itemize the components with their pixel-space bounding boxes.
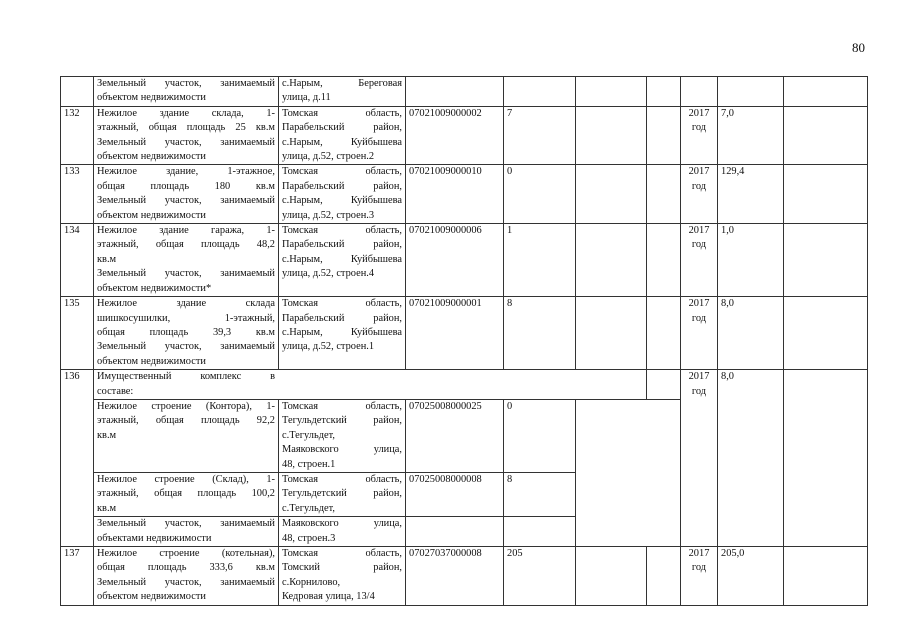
- object-address-line: Томская область,: [282, 473, 402, 485]
- row-number: 136: [61, 370, 94, 547]
- object-name: [94, 399, 279, 472]
- object-name-line: Нежилое здание склада, 1-: [97, 107, 275, 119]
- empty-cell: [784, 297, 868, 370]
- object-address: [279, 547, 406, 606]
- empty-cell: [784, 165, 868, 224]
- object-value: 8: [504, 472, 576, 516]
- empty-cell: [576, 224, 647, 297]
- object-address-line: Томский район,: [282, 562, 402, 574]
- amount-cell: 8,0: [718, 370, 784, 547]
- object-address-line: 48, строен.3: [282, 532, 336, 544]
- object-address-line: с.Нарым, Куйбышева: [282, 326, 402, 338]
- object-address-line: Тегульдетский район,: [282, 488, 402, 500]
- table-row: [61, 106, 868, 165]
- cadastral-code: 07021009000001: [406, 297, 504, 370]
- cadastral-code: 07027037000008: [406, 547, 504, 606]
- empty-cell: [576, 77, 647, 107]
- object-name-line: объектом недвижимости: [97, 209, 206, 221]
- object-value: 0: [504, 165, 576, 224]
- object-name-line: Земельный участок, занимаемый: [97, 195, 275, 207]
- year-cell: 2017 год: [681, 106, 718, 165]
- object-address-line: улица, д.11: [282, 92, 331, 104]
- year-cell: 2017 год: [681, 224, 718, 297]
- object-address-line: Томская область,: [282, 298, 402, 310]
- object-address-line: улица, д.52, строен.2: [282, 151, 375, 163]
- object-address-line: Маяковского улица,: [282, 444, 402, 456]
- object-name-line: Земельный участок, занимаемый: [97, 518, 275, 530]
- object-name: [94, 297, 279, 370]
- object-address-line: 48, строен.1: [282, 458, 336, 470]
- object-address: [279, 224, 406, 297]
- object-name-line: этажный, общая площадь 48,2: [97, 239, 275, 251]
- empty-cell: [647, 547, 681, 606]
- object-address-line: улица, д.52, строен.3: [282, 209, 375, 221]
- empty-cell: [784, 77, 868, 107]
- object-address-line: Маяковского улица,: [282, 518, 402, 530]
- object-address-line: Томская область,: [282, 400, 402, 412]
- year-cell: 2017 год: [681, 547, 718, 606]
- complex-title: [94, 370, 647, 400]
- amount-cell: 129,4: [718, 165, 784, 224]
- object-name-line: этажный, общая площадь 92,2: [97, 415, 275, 427]
- row-number: 135: [61, 297, 94, 370]
- amount-cell: [718, 77, 784, 107]
- object-address-line: улица, д.52, строен.4: [282, 268, 375, 280]
- object-name-line: объектами недвижимости: [97, 532, 212, 544]
- object-name-line: Нежилое строение (котельная),: [97, 548, 275, 559]
- object-name-line: Нежилое здание гаража, 1-: [97, 225, 275, 237]
- row-number: 134: [61, 224, 94, 297]
- object-name: [94, 165, 279, 224]
- object-value: 205: [504, 547, 576, 606]
- object-name-line: Нежилое здание склада: [97, 298, 275, 310]
- object-name-line: объектом недвижимости: [97, 591, 206, 603]
- row-number: 137: [61, 547, 94, 606]
- object-address-line: улица, д.52, строен.1: [282, 341, 375, 353]
- object-name-line: Земельный участок, занимаемый: [97, 78, 275, 89]
- object-address: [279, 165, 406, 224]
- object-name-line: общая площадь 39,3 кв.м: [97, 326, 275, 338]
- table-row: [61, 224, 868, 297]
- amount-cell: 1,0: [718, 224, 784, 297]
- empty-cell: [647, 297, 681, 370]
- amount-cell: 7,0: [718, 106, 784, 165]
- property-registry-table: [60, 76, 868, 606]
- object-address-line: Тегульдетский район,: [282, 415, 402, 427]
- object-value: [504, 517, 576, 547]
- row-number: 132: [61, 106, 94, 165]
- empty-cell: [576, 547, 647, 606]
- object-address: [279, 297, 406, 370]
- empty-cell: [784, 224, 868, 297]
- table-row: [61, 547, 868, 606]
- year-cell: 2017 год: [681, 297, 718, 370]
- empty-cell: [647, 370, 681, 400]
- object-address-line: с.Нарым, Куйбышева: [282, 195, 402, 207]
- page-number: 80: [852, 40, 865, 55]
- cadastral-code: 07025008000025: [406, 399, 504, 472]
- complex-title-line: составе:: [97, 385, 134, 397]
- object-address: [279, 472, 406, 516]
- object-name: [94, 517, 279, 547]
- object-address: [279, 517, 406, 547]
- object-name-line: Земельный участок, занимаемый: [97, 341, 275, 353]
- object-address-line: с.Нарым, Куйбышева: [282, 136, 402, 148]
- object-address-line: с.Нарым, Куйбышева: [282, 253, 402, 265]
- object-address-line: с.Нарым, Береговая: [282, 78, 402, 89]
- empty-cell: [576, 297, 647, 370]
- object-name-line: Земельный участок, занимаемый: [97, 268, 275, 280]
- object-value: 7: [504, 106, 576, 165]
- row-number: [61, 77, 94, 107]
- amount-cell: 205,0: [718, 547, 784, 606]
- empty-cell: [576, 106, 647, 165]
- empty-cell: [647, 106, 681, 165]
- object-address: [279, 77, 406, 107]
- object-name-line: Нежилое строение (Контора), 1-: [97, 400, 275, 412]
- object-address-line: Томская область,: [282, 548, 402, 559]
- object-name: [94, 472, 279, 516]
- cadastral-code: [406, 77, 504, 107]
- object-name-line: кв.м: [97, 253, 117, 265]
- object-name: [94, 224, 279, 297]
- object-name-line: объектом недвижимости: [97, 355, 206, 367]
- empty-cell: [576, 399, 681, 546]
- object-address: [279, 399, 406, 472]
- object-name-line: Земельный участок, занимаемый: [97, 576, 275, 588]
- year-cell: 2017 год: [681, 165, 718, 224]
- cadastral-code: [406, 517, 504, 547]
- object-name: [94, 547, 279, 606]
- object-name: [94, 77, 279, 107]
- object-address-line: с.Корнилово,: [282, 576, 341, 588]
- object-value: 1: [504, 224, 576, 297]
- object-name-line: Нежилое строение (Склад), 1-: [97, 473, 275, 485]
- cadastral-code: 07021009000006: [406, 224, 504, 297]
- object-value: 0: [504, 399, 576, 472]
- object-name-line: общая площадь 180 кв.м: [97, 180, 275, 192]
- object-name: [94, 106, 279, 165]
- amount-cell: 8,0: [718, 297, 784, 370]
- cadastral-code: 07021009000002: [406, 106, 504, 165]
- object-name-line: кв.м: [97, 429, 117, 441]
- object-name-line: объектом недвижимости*: [97, 282, 212, 294]
- object-name-line: шишкосушилки, 1-этажный,: [97, 312, 275, 324]
- complex-header-row: [61, 370, 868, 400]
- object-name-line: кв.м: [97, 502, 117, 514]
- object-name-line: этажный, общая площадь 25 кв.м: [97, 122, 275, 134]
- object-value: 8: [504, 297, 576, 370]
- empty-cell: [647, 77, 681, 107]
- year-cell: [681, 77, 718, 107]
- row-number: 133: [61, 165, 94, 224]
- empty-cell: [784, 547, 868, 606]
- year-cell: 2017 год: [681, 370, 718, 547]
- object-address-line: Парабельский район,: [282, 180, 402, 192]
- object-address-line: Парабельский район,: [282, 312, 402, 324]
- empty-cell: [576, 165, 647, 224]
- object-address: [279, 106, 406, 165]
- object-address-line: с.Тегульдет,: [282, 502, 335, 514]
- empty-cell: [784, 106, 868, 165]
- object-name-line: объектом недвижимости: [97, 151, 206, 163]
- complex-title-line: Имущественный комплекс в: [97, 371, 275, 383]
- object-name-line: общая площадь 333,6 кв.м: [97, 562, 275, 574]
- object-address-line: Кедровая улица, 13/4: [282, 591, 375, 603]
- table-row: [61, 77, 868, 107]
- cadastral-code: 07025008000008: [406, 472, 504, 516]
- object-value: [504, 77, 576, 107]
- table-row: [61, 297, 868, 370]
- object-name-line: этажный, общая площадь 100,2: [97, 488, 275, 500]
- object-address-line: Томская область,: [282, 166, 402, 178]
- empty-cell: [784, 370, 868, 547]
- cadastral-code: 07021009000010: [406, 165, 504, 224]
- table-row: [61, 165, 868, 224]
- object-address-line: Парабельский район,: [282, 239, 402, 251]
- object-name-line: Земельный участок, занимаемый: [97, 136, 275, 148]
- object-name-line: объектом недвижимости: [97, 92, 206, 104]
- empty-cell: [647, 224, 681, 297]
- object-name-line: Нежилое здание, 1-этажное,: [97, 166, 275, 178]
- empty-cell: [647, 165, 681, 224]
- object-address-line: с.Тегульдет,: [282, 429, 335, 441]
- object-address-line: Томская область,: [282, 225, 402, 237]
- object-address-line: Парабельский район,: [282, 122, 402, 134]
- object-address-line: Томская область,: [282, 107, 402, 119]
